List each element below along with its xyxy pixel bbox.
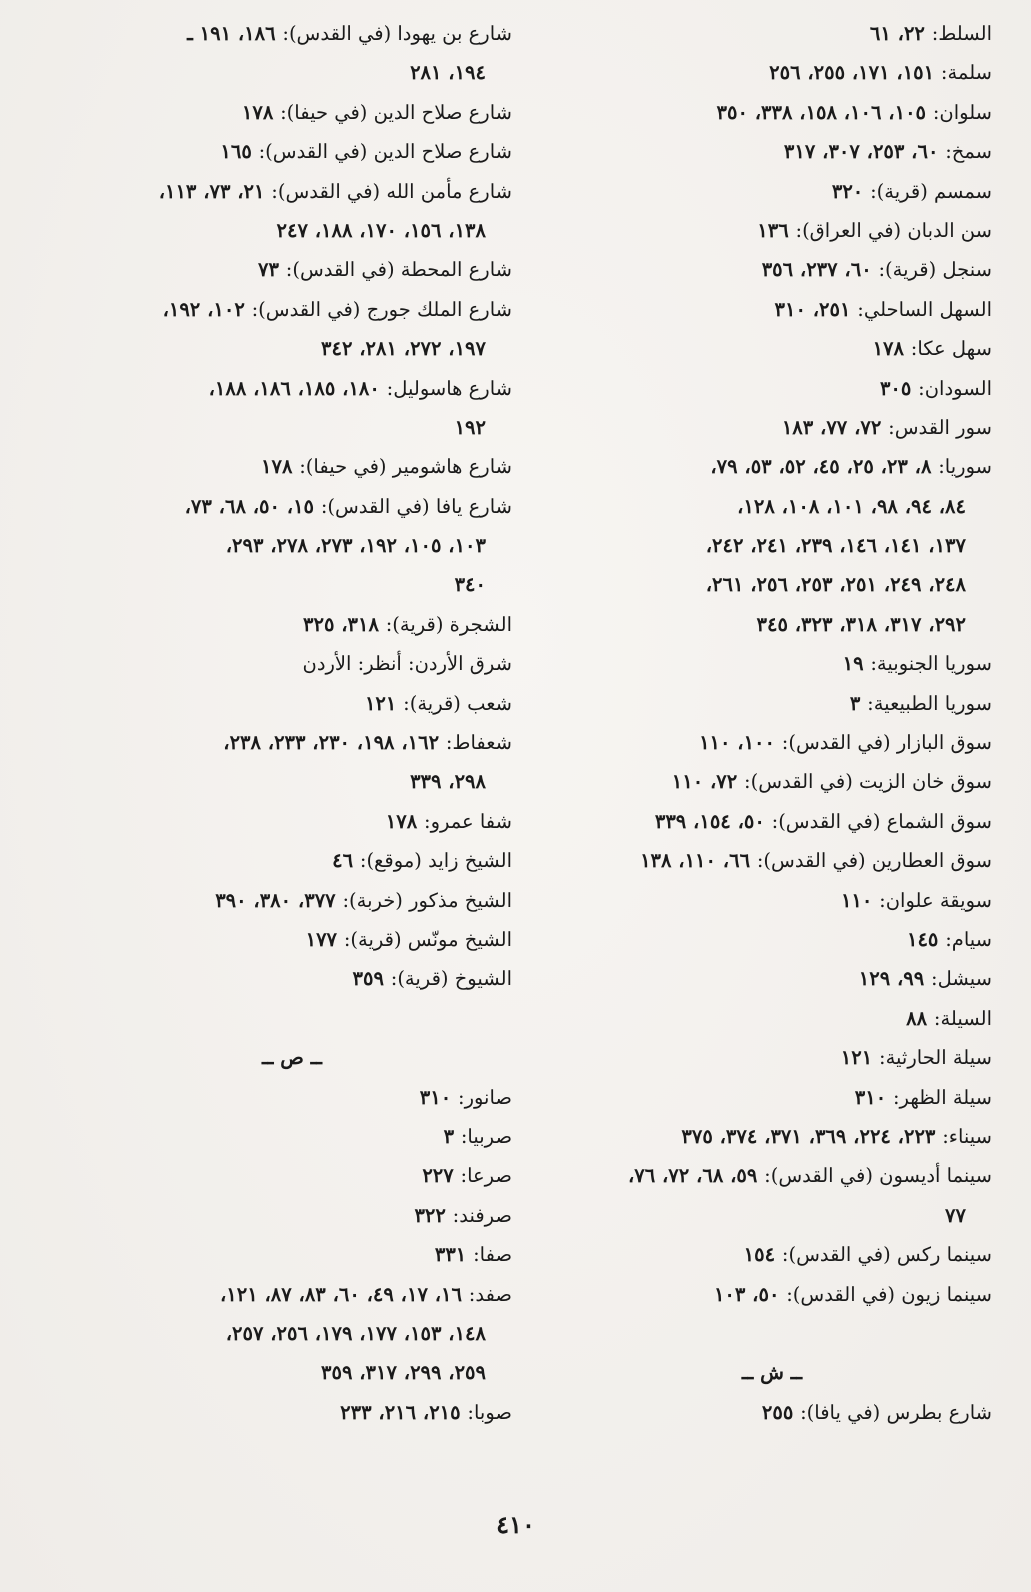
index-entry — [72, 999, 512, 1038]
entry-term: سور القدس: — [888, 415, 992, 439]
entry-term: صربيا: — [460, 1124, 512, 1148]
entry-term: شارع يافا (في القدس): — [320, 494, 512, 518]
index-entry — [72, 1235, 512, 1274]
entry-page-refs: ٦٠، ٢٣٧، ٣٥٦ — [761, 258, 879, 282]
entry-term: سنجل (قرية): — [878, 258, 992, 282]
index-entry — [552, 881, 992, 920]
index-entry-continuation — [72, 1314, 512, 1353]
entry-term: السيلة: — [933, 1006, 992, 1030]
section-header: ــ ش ــ — [741, 1361, 803, 1385]
entry-term: سوق البازار (في القدس): — [781, 731, 992, 755]
index-entry-continuation — [552, 487, 992, 526]
entry-page-refs: ١٧٨ — [261, 455, 300, 479]
index-entry — [552, 14, 992, 53]
entry-page-refs: ١٧٨ — [241, 100, 281, 124]
entry-page-refs: ١٠٠، ١١٠ — [699, 731, 782, 755]
entry-term: الشيخ مذكور (خربة): — [342, 888, 512, 912]
index-entry — [552, 172, 992, 211]
index-entry — [552, 802, 992, 841]
entry-term: سيشل: — [931, 967, 992, 991]
entry-page-refs: ١٨٠، ١٨٥، ١٨٦، ١٨٨، — [208, 376, 387, 400]
entry-term: صرعا: — [460, 1164, 512, 1188]
entry-page-refs: ٧٢، ١١٠ — [671, 770, 745, 794]
index-entry — [72, 250, 512, 289]
entry-page-refs: ٢٩٨، ٣٣٩ — [410, 770, 486, 794]
index-entry — [552, 999, 992, 1038]
index-entry — [552, 1275, 992, 1314]
section-header: ــ ص ــ — [261, 1046, 322, 1070]
entry-term: سلمة: — [940, 61, 992, 85]
index-entry — [552, 1393, 992, 1432]
entry-term: الشيخ مونّس (قرية): — [343, 927, 512, 951]
entry-page-refs: ٥٠، ١٠٣ — [713, 1282, 787, 1306]
entry-page-refs: ١٢١ — [840, 1046, 880, 1070]
entry-page-refs: ١٤٥ — [906, 927, 946, 951]
entry-term: السلط: — [931, 22, 992, 45]
index-entry — [552, 132, 992, 171]
index-entry — [552, 447, 992, 486]
entry-term: صوبا: — [467, 1400, 512, 1424]
index-entry — [72, 920, 512, 959]
entry-term: سن الدبان (في العراق): — [795, 218, 992, 242]
index-entry — [552, 1235, 992, 1274]
entry-term: سيلة الحارثية: — [879, 1046, 992, 1070]
entry-page-refs: ٣٢٠ — [831, 179, 871, 203]
entry-page-refs: ٣٣١ — [434, 1243, 474, 1267]
index-entry — [72, 172, 512, 211]
index-entry — [552, 329, 992, 368]
entry-term: سوق الشماع (في القدس): — [771, 809, 992, 833]
entry-term: شارع مأمن الله (في القدس): — [271, 179, 512, 203]
entry-page-refs: ١٩ — [842, 652, 871, 676]
entry-page-refs: ١٥٤ — [743, 1243, 782, 1267]
index-entry — [72, 1156, 512, 1195]
entry-page-refs: ٧٢، ٧٧، ١٨٣ — [781, 415, 889, 439]
entry-page-refs: ١٠٣، ١٠٥، ١٩٢، ٢٧٣، ٢٧٨، ٢٩٣، — [225, 534, 486, 558]
index-entry-continuation — [552, 526, 992, 565]
entry-term: سينما ركس (في القدس): — [781, 1243, 992, 1267]
index-entry-continuation — [552, 565, 992, 604]
entry-term: السودان: — [918, 376, 992, 400]
entry-page-refs: ٣ — [849, 691, 868, 715]
entry-page-refs: ٧٣ — [258, 258, 286, 282]
index-entry — [72, 1275, 512, 1314]
entry-page-refs: ٣٠٥ — [879, 376, 919, 400]
entry-term: صفا: — [473, 1243, 512, 1267]
index-entry — [72, 14, 512, 53]
entry-page-refs: ١٠٥، ١٠٦، ١٥٨، ٣٣٨، ٣٥٠ — [716, 100, 933, 124]
entry-page-refs: ١٠٢، ١٩٢، — [162, 297, 252, 321]
entry-term: سوريا الجنوبية: — [870, 652, 992, 676]
index-entry — [72, 723, 512, 762]
index-entry — [552, 290, 992, 329]
entry-term: سهل عكا: — [910, 337, 992, 361]
index-entry — [552, 369, 992, 408]
entry-page-refs: ٦٦، ١١٠، ١٣٨ — [640, 849, 757, 873]
entry-page-refs: ١٧٧ — [305, 927, 344, 951]
index-entry — [72, 881, 512, 920]
index-entry — [552, 920, 992, 959]
entry-term: صانور: — [458, 1085, 512, 1109]
index-entry-continuation — [552, 1196, 992, 1235]
entry-term: سمخ: — [945, 140, 992, 164]
entry-page-refs: ٢١٥، ٢١٦، ٢٣٣ — [340, 1400, 468, 1424]
index-entry-continuation — [72, 408, 512, 447]
entry-page-refs: ٣٧٧، ٣٨٠، ٣٩٠ — [215, 888, 343, 912]
index-entry — [552, 250, 992, 289]
index-entry — [552, 684, 992, 723]
entry-term: الشيخ زايد (موقع): — [359, 849, 512, 873]
index-entry-continuation — [72, 526, 512, 565]
entry-term: الشيوخ (قرية): — [390, 967, 512, 991]
entry-page-refs: ٥٩، ٦٨، ٧٢، ٧٦، — [627, 1164, 765, 1188]
entry-page-refs: ١٦، ١٧، ٤٩، ٦٠، ٨٣، ٨٧، ١٢١، — [219, 1282, 469, 1306]
index-entry-continuation — [72, 329, 512, 368]
index-entry — [72, 605, 512, 644]
entry-page-refs: ١٦٢، ١٩٨، ٢٣٠، ٢٣٣، ٢٣٨، — [223, 731, 446, 755]
entry-term: سينما أديسون (في القدس): — [764, 1164, 992, 1188]
entry-term: سويقة علوان: — [879, 888, 992, 912]
entry-term: السهل الساحلي: — [857, 297, 992, 321]
entry-page-refs: ٢٢٧ — [422, 1164, 461, 1188]
entry-page-refs: ٣١٨، ٣٢٥ — [303, 612, 386, 636]
index-entry — [72, 802, 512, 841]
index-entry — [72, 841, 512, 880]
index-entry — [552, 93, 992, 132]
index-entry — [72, 684, 512, 723]
index-entry — [552, 644, 992, 683]
entry-page-refs: ١٨٦، ١٩١ ـ — [187, 22, 283, 45]
entry-page-refs: ١٤٨، ١٥٣، ١٧٧، ١٧٩، ٢٥٦، ٢٥٧، — [225, 1321, 486, 1345]
entry-page-refs: ٢٥٩، ٢٩٩، ٣١٧، ٣٥٩ — [321, 1361, 486, 1385]
index-entry — [72, 447, 512, 486]
entry-page-refs: ٢٤٨، ٢٤٩، ٢٥١، ٢٥٣، ٢٥٦، ٢٦١، — [705, 573, 966, 597]
entry-page-refs: ٦٠، ٢٥٣، ٣٠٧، ٣١٧ — [783, 140, 946, 164]
index-entry — [72, 644, 512, 683]
entry-page-refs: ٣ — [443, 1124, 461, 1148]
index-column-left — [72, 14, 512, 1432]
entry-term: سيناء: — [942, 1124, 992, 1148]
entry-term: سيلة الظهر: — [892, 1085, 992, 1109]
entry-term: سيام: — [945, 927, 992, 951]
entry-page-refs: ١١٠ — [840, 888, 880, 912]
entry-page-refs: ١٦٥ — [220, 140, 259, 164]
index-entry — [72, 369, 512, 408]
index-entry — [72, 487, 512, 526]
index-entry — [552, 408, 992, 447]
entry-page-refs: ٢٥٥ — [761, 1400, 801, 1424]
index-entry-continuation — [72, 762, 512, 801]
index-entry — [72, 1117, 512, 1156]
entry-page-refs: ٧٧ — [945, 1203, 966, 1227]
entry-page-refs: ٥٠، ١٥٤، ٣٣٩ — [654, 809, 772, 833]
entry-page-refs: ٨، ٢٣، ٢٥، ٤٥، ٥٢، ٥٣، ٧٩، — [710, 455, 939, 479]
index-entry — [552, 1117, 992, 1156]
entry-term: شعفاط: — [445, 731, 512, 755]
index-entry-continuation — [72, 211, 512, 250]
entry-page-refs: ٨٨ — [906, 1006, 934, 1030]
entry-page-refs: ١٩٢ — [454, 415, 486, 439]
index-entry — [552, 53, 992, 92]
entry-term: الشجرة (قرية): — [385, 612, 512, 636]
index-entry — [552, 211, 992, 250]
entry-term: شارع بن يهودا (في القدس): — [282, 22, 512, 45]
index-entry — [552, 723, 992, 762]
index-entry — [72, 132, 512, 171]
index-entry — [552, 1078, 992, 1117]
entry-page-refs: ٨٤، ٩٤، ٩٨، ١٠١، ١٠٨، ١٢٨، — [737, 494, 966, 518]
entry-term: شعب (قرية): — [403, 691, 512, 715]
index-entry — [552, 762, 992, 801]
entry-term: سينما زيون (في القدس): — [786, 1282, 992, 1306]
index-entry-continuation — [552, 605, 992, 644]
entry-term: شارع صلاح الدين (في القدس): — [258, 140, 512, 164]
entry-term: شارع بطرس (في يافا): — [800, 1400, 992, 1424]
entry-term: شارع المحطة (في القدس): — [285, 258, 512, 282]
page-number: ٤١٠ — [496, 1510, 535, 1539]
entry-term: صفد: — [468, 1282, 512, 1306]
index-entry — [72, 1393, 512, 1432]
entry-page-refs: ١٣٦ — [757, 218, 796, 242]
entry-page-refs: ٢٢، ٦١ — [869, 22, 932, 45]
entry-term: سوق خان الزيت (في القدس): — [744, 770, 992, 794]
entry-page-refs: ١٧٨ — [385, 809, 424, 833]
index-entry — [72, 290, 512, 329]
entry-page-refs: ٢٥١، ٣١٠ — [774, 297, 858, 321]
entry-term: شارع الملك جورج (في القدس): — [251, 297, 512, 321]
entry-page-refs: ١٩٧، ٢٧٢، ٢٨١، ٣٤٢ — [321, 337, 486, 361]
entry-page-refs: ١٥، ٥٠، ٦٨، ٧٣، — [184, 494, 321, 518]
entry-page-refs: ٢٢٣، ٢٢٤، ٣٦٩، ٣٧١، ٣٧٤، ٣٧٥ — [681, 1124, 943, 1148]
entry-term: سوريا الطبيعية: — [867, 691, 992, 715]
entry-page-refs: ٢١، ٧٣، ١١٣، — [158, 179, 272, 203]
entry-term: شفا عمرو: — [424, 809, 512, 833]
index-entry-continuation — [72, 1353, 512, 1392]
entry-page-refs: ١٧٨ — [872, 337, 911, 361]
index-entry-continuation — [72, 53, 512, 92]
entry-page-refs: ٤٦ — [332, 849, 360, 873]
entry-page-refs: ٩٩، ١٢٩ — [858, 967, 932, 991]
entry-term: سوق العطارين (في القدس): — [756, 849, 992, 873]
index-entry — [552, 1038, 992, 1077]
entry-page-refs: ١٢١ — [364, 691, 404, 715]
entry-term: شرق الأردن: — [408, 652, 512, 676]
entry-page-refs: ٣٢٢ — [414, 1203, 453, 1227]
entry-page-refs: ١٣٧، ١٤١، ١٤٦، ٢٣٩، ٢٤١، ٢٤٢، — [705, 534, 966, 558]
index-entry — [552, 1314, 992, 1353]
entry-page-refs: أنظر: الأردن — [302, 652, 409, 676]
entry-page-refs: ١٥١، ١٧١، ٢٥٥، ٢٥٦ — [769, 61, 941, 85]
entry-term: صرفند: — [452, 1203, 512, 1227]
entry-page-refs: ١٩٤، ٢٨١ — [410, 61, 486, 85]
entry-page-refs: ٢٩٢، ٣١٧، ٣١٨، ٣٢٣، ٣٤٥ — [756, 612, 966, 636]
index-entry — [72, 1078, 512, 1117]
entry-term: سلوان: — [932, 100, 992, 124]
entry-term: سمسم (قرية): — [870, 179, 992, 203]
entry-page-refs: ٣١٠ — [854, 1085, 893, 1109]
index-entry — [552, 1156, 992, 1195]
index-entry — [552, 841, 992, 880]
index-entry — [72, 1196, 512, 1235]
entry-term: شارع صلاح الدين (في حيفا): — [280, 100, 512, 124]
entry-term: سوريا: — [938, 455, 992, 479]
entry-page-refs: ٣٥٩ — [352, 967, 391, 991]
entry-page-refs: ١٣٨، ١٥٦، ١٧٠، ١٨٨، ٢٤٧ — [276, 218, 486, 242]
index-entry — [72, 959, 512, 998]
entry-page-refs: ٣٤٠ — [454, 573, 486, 597]
entry-term: شارع هاشومير (في حيفا): — [299, 455, 512, 479]
entry-term: شارع هاسوليل: — [386, 376, 512, 400]
index-column-right — [552, 14, 992, 1432]
index-entry — [72, 93, 512, 132]
entry-page-refs: ٣١٠ — [419, 1085, 458, 1109]
index-entry — [552, 959, 992, 998]
index-entry-continuation — [72, 565, 512, 604]
